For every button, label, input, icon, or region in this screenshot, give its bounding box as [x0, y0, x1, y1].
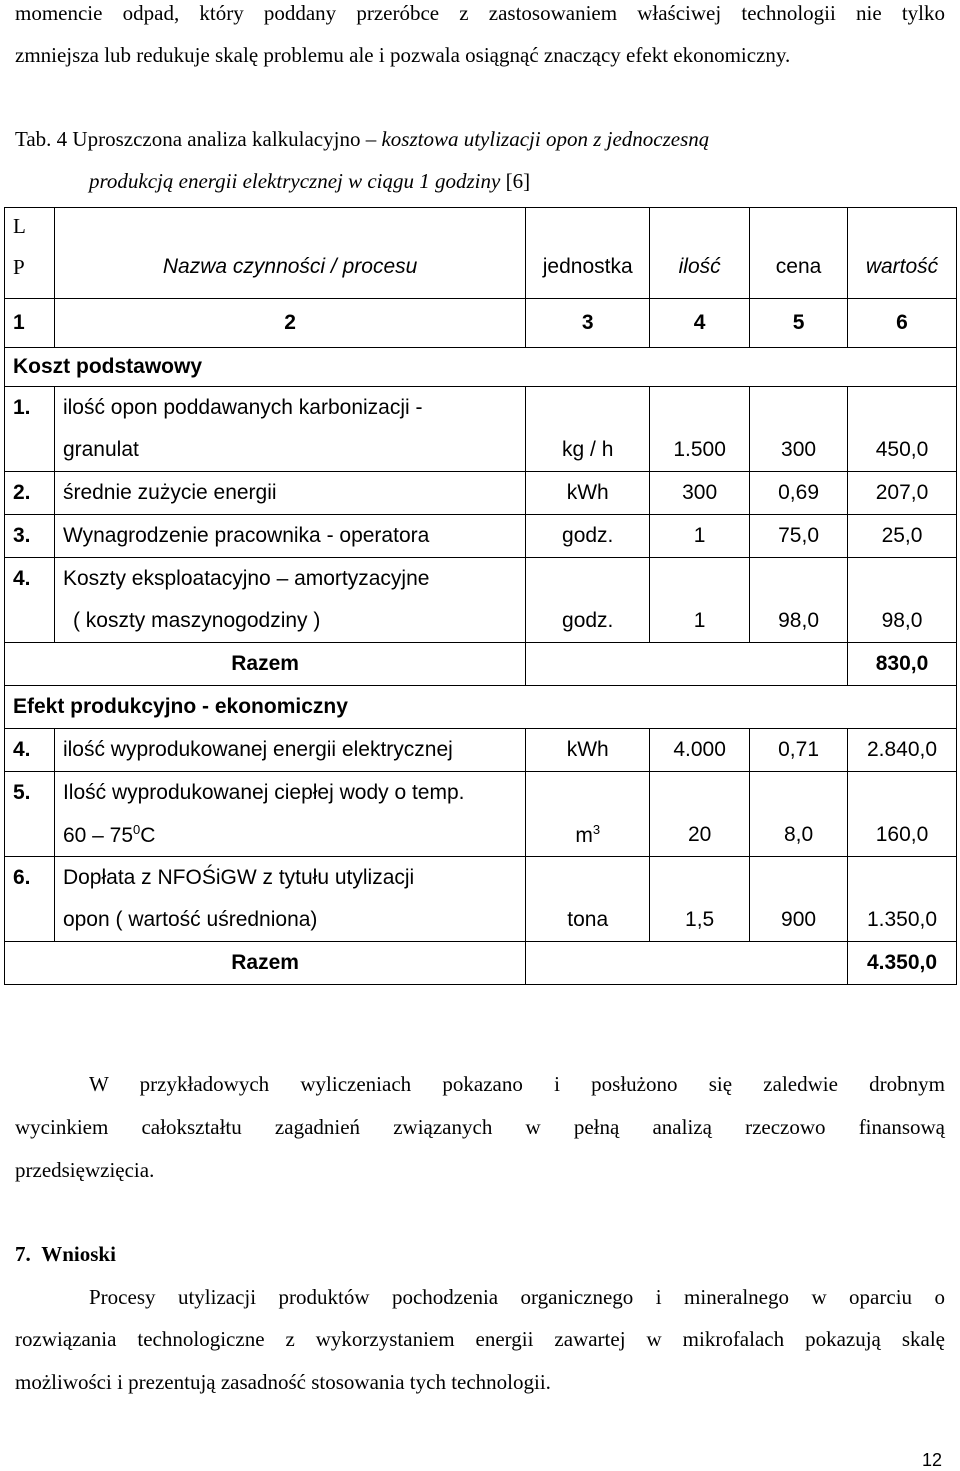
header-unit: jednostka: [526, 208, 650, 299]
total-row: [5, 643, 957, 686]
table-row-cont: ( koszty maszynogodziny ) godz. 1 98,0 98,0: [5, 600, 957, 643]
total-label: Razem: [5, 942, 526, 985]
caption-italic-1: kosztowa utylizacji opon z jednoczesną: [381, 127, 710, 151]
total-value: 4.350,0: [848, 942, 957, 985]
para1-line-2: wycinkiem całokształtu zagadnień związanych w pełną analizą rzeczowo finansową: [15, 1115, 945, 1139]
table-row: 6. Dopłata z NFOŚiGW z tytułu utylizacji: [5, 857, 957, 900]
section-7-title: Wnioski: [41, 1242, 116, 1266]
intro-line-1: momencie odpad, który poddany przeróbce z zastosowaniem właściwej technologii nie tylko: [15, 1, 945, 25]
section-7-heading: [15, 1233, 945, 1275]
total-row: [5, 942, 957, 985]
section-7-line-1: Procesy utylizacji produktów pochodzenia organicznego i mineralnego w oparciu o: [89, 1285, 945, 1309]
section-heading-row: [5, 686, 957, 729]
header-qty: ilość: [650, 208, 750, 299]
page-number: 12: [921, 1450, 942, 1470]
section-heading-row: [5, 348, 957, 387]
table-row-cont: granulat kg / h 1.500 300 450,0: [5, 429, 957, 472]
total-label: Razem: [5, 643, 526, 686]
section-7-number: 7.: [15, 1242, 31, 1266]
table-row: 4. ilość wyprodukowanej energii elektrycznej kWh 4.000 0,71 2.840,0: [5, 729, 957, 772]
para1-line-1: W przykładowych wyliczeniach pokazano i posłużono się zaledwie drobnym: [89, 1072, 945, 1096]
section-basic-cost: Koszt podstawowy: [5, 348, 957, 387]
table-header-row: L P Nazwa czynności / procesu jednostka ilość cena wartość: [5, 208, 957, 299]
table-caption: Tab. 4 Uproszczona analiza kalkulacyjno – kosztowa utylizacji opon z jednoczesną produkcją energii elektrycznej w ciągu 1 godziny [6]: [15, 127, 710, 193]
header-price: cena: [750, 208, 848, 299]
table-row: 4. Koszty eksploatacyjno – amortyzacyjne: [5, 558, 957, 601]
table-row-cont: $60 - 75^0C$ $m^3$ 20 8,0 160,0: [5, 814, 957, 857]
table-row: 3. Wynagrodzenie pracownika - operatora godz. 1 75,0 25,0: [5, 515, 957, 558]
table-row: 5. Ilość wyprodukowanej ciepłej wody o temp.: [5, 772, 957, 815]
cost-table: [4, 207, 957, 985]
intro-line-2: zmniejsza lub redukuje skalę problemu ale i pozwala osiągnąć znaczący efekt ekonomiczny.: [15, 43, 791, 67]
caption-italic-2: produkcją energii elektrycznej w ciągu 1 godziny: [89, 169, 501, 193]
header-value: wartość: [848, 208, 957, 299]
table-row: 1. ilość opon poddawanych karbonizacji -: [5, 387, 957, 430]
total-value: 830,0: [848, 643, 957, 686]
column-numbers-row: 1 2 3 4 5 6: [5, 299, 957, 348]
section-production-effect: Efekt produkcyjno - ekonomiczny: [5, 686, 957, 729]
section-7-line-3: możliwości i prezentują zasadność stosowania tych technologii.: [15, 1370, 551, 1394]
table-row: 2. średnie zużycie energii kWh 300 0,69 207,0: [5, 472, 957, 515]
table-row-cont: opon ( wartość uśredniona) tona 1,5 900 1.350,0: [5, 899, 957, 942]
section-7-line-2: rozwiązania technologiczne z wykorzystaniem energii zawartej w mikrofalach pokazują skalę: [15, 1327, 945, 1351]
header-name: Nazwa czynności / procesu: [54, 208, 525, 299]
para1-line-3: przedsięwzięcia.: [15, 1158, 155, 1182]
caption-prefix: Tab. 4 Uproszczona analiza kalkulacyjno: [15, 127, 361, 151]
caption-ref: [6]: [500, 169, 531, 193]
